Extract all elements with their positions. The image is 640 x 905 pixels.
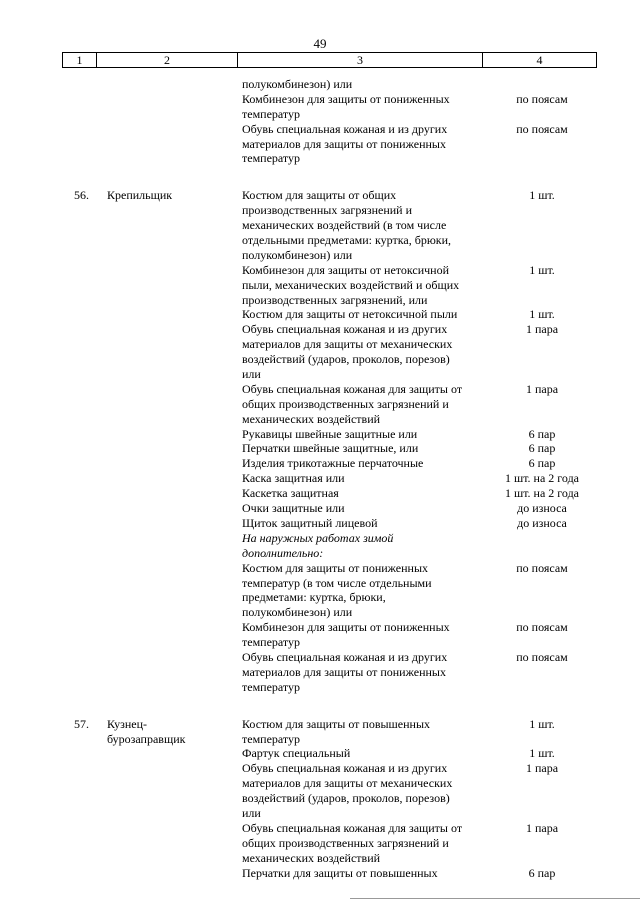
table-line bbox=[0, 188, 640, 203]
quantity-norm: 1 шт. bbox=[529, 307, 555, 322]
protective-item: Щиток защитный лицевой bbox=[242, 515, 378, 530]
quantity-norm: до износа bbox=[517, 501, 567, 516]
protective-item: Обувь специальная кожаная для защиты от bbox=[242, 381, 463, 396]
protective-item: предметами: куртка, брюки, bbox=[242, 590, 386, 605]
table-line bbox=[0, 397, 640, 412]
protective-item: полукомбинезон) или bbox=[242, 605, 353, 620]
table-line bbox=[0, 92, 640, 107]
protective-item: Каска защитная или bbox=[242, 471, 345, 486]
protective-item: или bbox=[242, 805, 261, 820]
quantity-norm: 6 пар bbox=[528, 865, 556, 880]
table-line bbox=[0, 836, 640, 851]
quantity-norm: по поясам bbox=[516, 620, 568, 635]
table-line bbox=[0, 501, 640, 516]
quantity-norm: 1 шт. bbox=[529, 716, 555, 731]
table-line bbox=[0, 620, 640, 635]
quantity-norm: по поясам bbox=[516, 91, 568, 106]
table-line bbox=[0, 590, 640, 605]
protective-item: Обувь специальная кожаная и из других bbox=[242, 322, 448, 337]
table-line bbox=[0, 531, 640, 546]
table-line bbox=[0, 427, 640, 442]
quantity-norm: 1 пара bbox=[525, 761, 559, 776]
table-line bbox=[0, 665, 640, 680]
protective-item: температур bbox=[242, 679, 301, 694]
table-line bbox=[0, 821, 640, 836]
quantity-norm: до износа bbox=[517, 515, 567, 530]
quantity-norm: 1 шт. на 2 года bbox=[504, 486, 580, 501]
column-header-4: 4 bbox=[536, 53, 543, 67]
table-line bbox=[0, 680, 640, 695]
protective-item: общих производственных загрязнений и bbox=[242, 396, 449, 411]
table-line bbox=[0, 635, 640, 650]
table-line bbox=[0, 263, 640, 278]
quantity-norm: 1 шт. bbox=[529, 188, 555, 203]
protective-item: Костюм для защиты от общих bbox=[242, 188, 397, 203]
page-number: 49 bbox=[313, 36, 327, 51]
table-line bbox=[0, 441, 640, 456]
protective-item: Комбинезон для защиты от пониженных bbox=[242, 91, 450, 106]
quantity-norm: 6 пар bbox=[528, 426, 556, 441]
table-line bbox=[0, 122, 640, 137]
table-line bbox=[0, 486, 640, 501]
quantity-norm: 1 шт. на 2 года bbox=[504, 471, 580, 486]
protective-item: температур bbox=[242, 106, 301, 121]
table-line bbox=[0, 471, 640, 486]
protective-item: температур bbox=[242, 635, 301, 650]
protective-item: Костюм для защиты от повышенных bbox=[242, 716, 431, 731]
quantity-norm: 1 пара bbox=[525, 322, 559, 337]
protective-item: материалов для защиты от пониженных bbox=[242, 664, 446, 679]
protective-item: воздействий (ударов, проколов, порезов) bbox=[242, 791, 450, 806]
column-header-2: 2 bbox=[97, 53, 238, 67]
protective-item: Обувь специальная кожаная для защиты от bbox=[242, 820, 463, 835]
table-line bbox=[0, 732, 640, 747]
protective-item: отдельными предметами: куртка, брюки, bbox=[242, 233, 452, 248]
bottom-rule bbox=[350, 898, 640, 899]
protective-item: производственных загрязнений, или bbox=[242, 292, 428, 307]
protective-item: Обувь специальная кожаная и из других bbox=[242, 121, 448, 136]
protective-item: Каскетка защитная bbox=[242, 486, 339, 501]
table-line bbox=[0, 382, 640, 397]
protective-item: общих производственных загрязнений и bbox=[242, 835, 449, 850]
protective-item: производственных загрязнений и bbox=[242, 203, 413, 218]
quantity-norm: 1 шт. bbox=[529, 746, 555, 761]
table-line bbox=[0, 412, 640, 427]
profession-name: Кузнец- bbox=[107, 716, 148, 731]
table-line bbox=[0, 107, 640, 122]
protective-item: материалов для защиты от механических bbox=[242, 337, 453, 352]
column-header-1: 1 bbox=[63, 53, 97, 67]
protective-item: Комбинезон для защиты от нетоксичной bbox=[242, 262, 450, 277]
block-spacer bbox=[0, 695, 640, 717]
quantity-norm: 1 шт. bbox=[529, 262, 555, 277]
table-row bbox=[0, 77, 640, 166]
table-line bbox=[0, 561, 640, 576]
protective-item: Обувь специальная кожаная и из других bbox=[242, 761, 448, 776]
row-number: 56. bbox=[74, 188, 89, 203]
block-spacer bbox=[0, 166, 640, 188]
protective-item: Очки защитные или bbox=[242, 501, 345, 516]
table-line bbox=[0, 278, 640, 293]
table-line bbox=[0, 322, 640, 337]
table-line bbox=[0, 352, 640, 367]
quantity-norm: 6 пар bbox=[528, 456, 556, 471]
quantity-norm: по поясам bbox=[516, 560, 568, 575]
protective-item: температур (в том числе отдельными bbox=[242, 575, 432, 590]
protective-item: дополнительно: bbox=[242, 545, 324, 560]
quantity-norm: 1 пара bbox=[525, 820, 559, 835]
table-line bbox=[0, 650, 640, 665]
table-line bbox=[0, 218, 640, 233]
table-line bbox=[0, 605, 640, 620]
table-line bbox=[0, 456, 640, 471]
protective-item: полукомбинезон) или bbox=[242, 247, 353, 262]
table-line bbox=[0, 761, 640, 776]
table-body bbox=[0, 77, 640, 880]
table-line bbox=[0, 866, 640, 881]
table-line bbox=[0, 293, 640, 308]
protective-item: Комбинезон для защиты от пониженных bbox=[242, 620, 450, 635]
protective-item: Костюм для защиты от пониженных bbox=[242, 560, 429, 575]
quantity-norm: по поясам bbox=[516, 649, 568, 664]
table-line bbox=[0, 307, 640, 322]
table-row bbox=[0, 717, 640, 881]
protective-item: механических воздействий (в том числе bbox=[242, 218, 447, 233]
column-header-3: 3 bbox=[238, 53, 483, 67]
row-number: 57. bbox=[74, 716, 89, 731]
table-line bbox=[0, 516, 640, 531]
table-line bbox=[0, 576, 640, 591]
protective-item: воздействий (ударов, проколов, порезов) bbox=[242, 352, 450, 367]
table-line bbox=[0, 546, 640, 561]
protective-item: Изделия трикотажные перчаточные bbox=[242, 456, 424, 471]
protective-item: Костюм для защиты от нетоксичной пыли bbox=[242, 307, 458, 322]
table-line bbox=[0, 717, 640, 732]
table-line bbox=[0, 233, 640, 248]
table-line bbox=[0, 367, 640, 382]
table-line bbox=[0, 806, 640, 821]
protective-item: механических воздействий bbox=[242, 411, 381, 426]
protective-item: На наружных работах зимой bbox=[242, 530, 394, 545]
profession-name: Крепильщик bbox=[107, 188, 173, 203]
table-line bbox=[0, 77, 640, 92]
protective-item: Перчатки для защиты от повышенных bbox=[242, 865, 438, 880]
quantity-norm: 6 пар bbox=[528, 441, 556, 456]
table-line bbox=[0, 203, 640, 218]
protective-item: материалов для защиты от механических bbox=[242, 776, 453, 791]
protective-item: полукомбинезон) или bbox=[242, 77, 353, 91]
protective-item: Рукавицы швейные защитные или bbox=[242, 426, 418, 441]
table-line bbox=[0, 746, 640, 761]
quantity-norm: по поясам bbox=[516, 121, 568, 136]
protective-item: Перчатки швейные защитные, или bbox=[242, 441, 419, 456]
column-header-row bbox=[62, 52, 597, 68]
table-line bbox=[0, 151, 640, 166]
protective-item: или bbox=[242, 367, 261, 382]
protective-item: температур bbox=[242, 731, 301, 746]
protective-item: механических воздействий bbox=[242, 850, 381, 865]
table-row bbox=[0, 188, 640, 694]
protective-item: материалов для защиты от пониженных bbox=[242, 136, 446, 151]
protective-item: Обувь специальная кожаная и из других bbox=[242, 649, 448, 664]
table-line bbox=[0, 851, 640, 866]
table-line bbox=[0, 791, 640, 806]
table-line bbox=[0, 776, 640, 791]
protective-item: температур bbox=[242, 151, 301, 166]
protective-item: пыли, механических воздействий и общих bbox=[242, 277, 460, 292]
table-line bbox=[0, 248, 640, 263]
table-line bbox=[0, 337, 640, 352]
quantity-norm: 1 пара bbox=[525, 381, 559, 396]
table-line bbox=[0, 137, 640, 152]
profession-name: бурозаправщик bbox=[107, 731, 186, 746]
protective-item: Фартук специальный bbox=[242, 746, 351, 761]
